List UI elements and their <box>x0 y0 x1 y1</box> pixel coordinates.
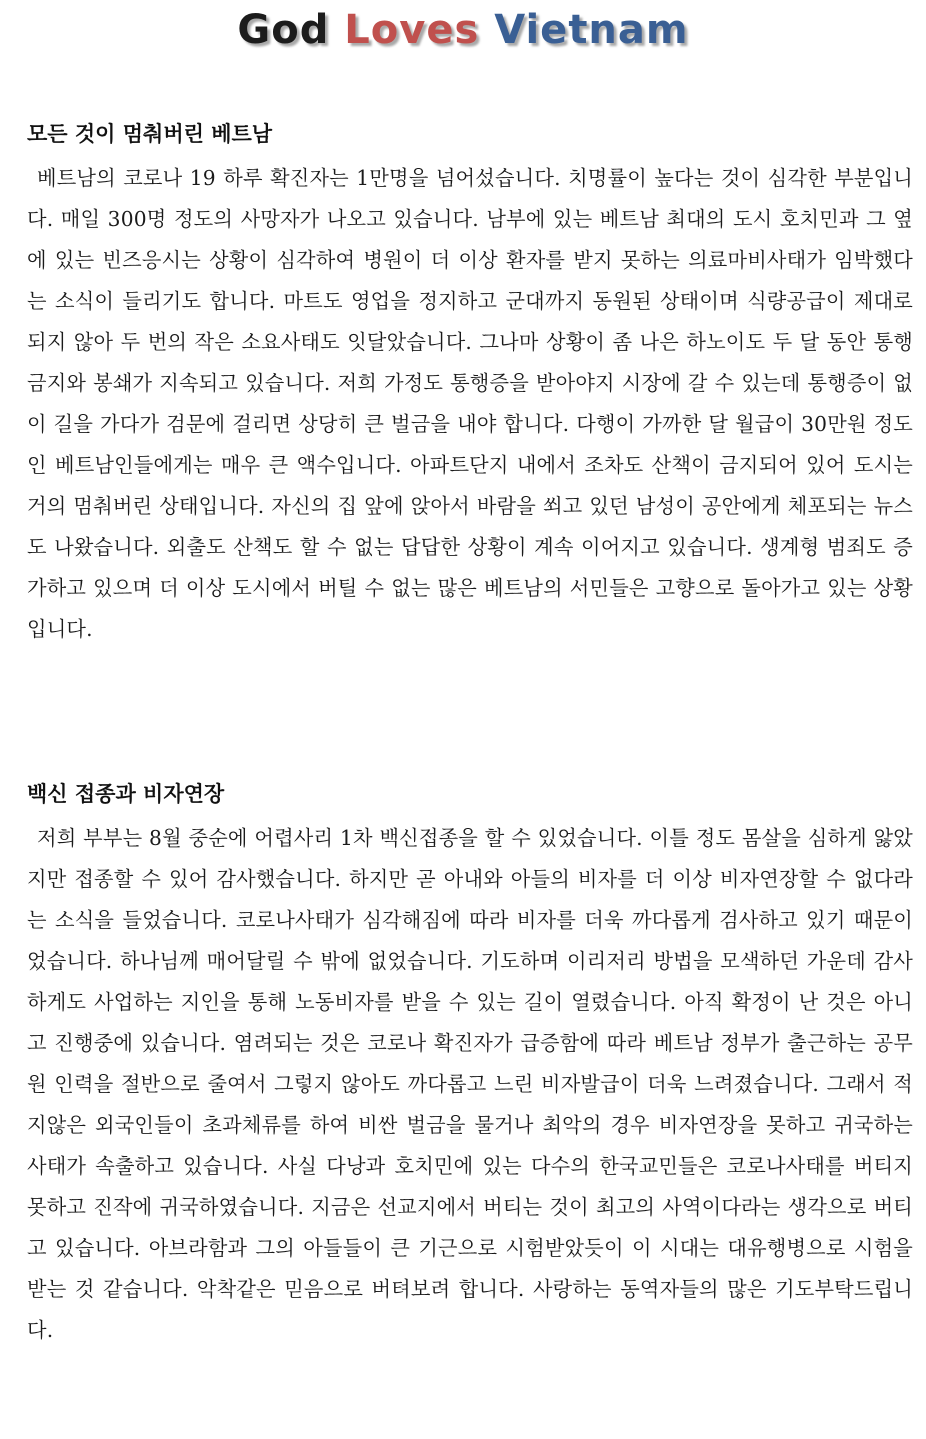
section-body: 저희 부부는 8월 중순에 어렵사리 1차 백신접종을 할 수 있었습니다. 이틀 정도 몸살을 심하게 앓았지만 접종할 수 있어 감사했습니다. 하지만 곧 아내와 아들의 비자를 더 이상 비자연장할 수 없다라는 소식을 들었습니다. 코로나사태가 심각해짐에 따라 비자를 더욱 까다롭게 검사하고 있기 때문이었습니다. 하나님께 매어달릴 수 밖에 없었습니다. 기도하며 이리저리 방법을 모색하던 가운데 감사하게도 사업하는 지인을 통해 노동비자를 받을 수 있는 길이 열렸습니다. 아직 확정이 난 것은 아니고 진행중에 있습니다. 염려되는 것은 코로나 확진자가 급증함에 따라 베트남 정부가 출근하는 공무원 인력을 절반으로 줄여서 그렇지 않아도 까다롭고 느린 비자발급이 더욱 느려졌습니다. 그래서 적지않은 외국인들이 초과체류를 하여 비싼 벌금을 물거나 최악의 경우 비자연장을 못하고 귀국하는 사태가 속출하고 있습니다. 사실 다낭과 호치민에 있는 다수의 한국교민들은 코로나사태를 버티지 못하고 진작에 귀국하였습니다. 지금은 선교지에서 버티는 것이 최고의 사역이다라는 생각으로 버티고 있습니다. 아브라함과 그의 아들들이 큰 기근으로 시험받았듯이 이 시대는 대유행병으로 시험을 받는 것 같습니다. 악착같은 믿음으로 버텨보려 합니다. 사랑하는 동역자들의 많은 기도부탁드립니다. <box>27 826 913 1342</box>
section-heading: 백신 접종과 비자연장 <box>27 782 225 806</box>
masthead-word-god: God <box>237 7 330 53</box>
masthead-word-loves: Loves <box>344 7 480 53</box>
section-body: 베트남의 코로나 19 하루 확진자는 1만명을 넘어섰습니다. 치명률이 높다는 것이 심각한 부분입니다. 매일 300명 정도의 사망자가 나오고 있습니다. 남부에 있는 베트남 최대의 도시 호치민과 그 옆에 있는 빈즈응시는 상황이 심각하여 병원이 더 이상 환자를 받지 못하는 의료마비사태가 임박했다는 소식이 들리기도 합니다. 마트도 영업을 정지하고 군대까지 동원된 상태이며 식량공급이 제대로 되지 않아 두 번의 작은 소요사태도 잇달았습니다. 그나마 상황이 좀 나은 하노이도 두 달 동안 통행금지와 봉쇄가 지속되고 있습니다. 저희 가정도 통행증을 받아야지 시장에 갈 수 있는데 통행증이 없이 길을 가다가 검문에 걸리면 상당히 큰 벌금을 내야 합니다. 다행이 가까한 달 월급이 30만원 정도인 베트남인들에게는 매우 큰 액수입니다. 아파트단지 내에서 조차도 산책이 금지되어 있어 도시는 거의 멈춰버린 상태입니다. 자신의 집 앞에 앉아서 바람을 쐬고 있던 남성이 공안에게 체포되는 뉴스도 나왔습니다. 외출도 산책도 할 수 없는 답답한 상황이 계속 이어지고 있습니다. 생계형 범죄도 증가하고 있으며 더 이상 도시에서 버틸 수 없는 많은 베트남의 서민들은 고향으로 돌아가고 있는 상황입니다. <box>27 166 914 641</box>
section-heading: 모든 것이 멈춰버린 베트남 <box>27 122 273 146</box>
section-vaccine-visa <box>27 778 913 1351</box>
section-vietnam-standstill <box>27 118 913 650</box>
masthead-title <box>0 4 926 56</box>
masthead-word-vietnam: Vietnam <box>494 7 689 53</box>
